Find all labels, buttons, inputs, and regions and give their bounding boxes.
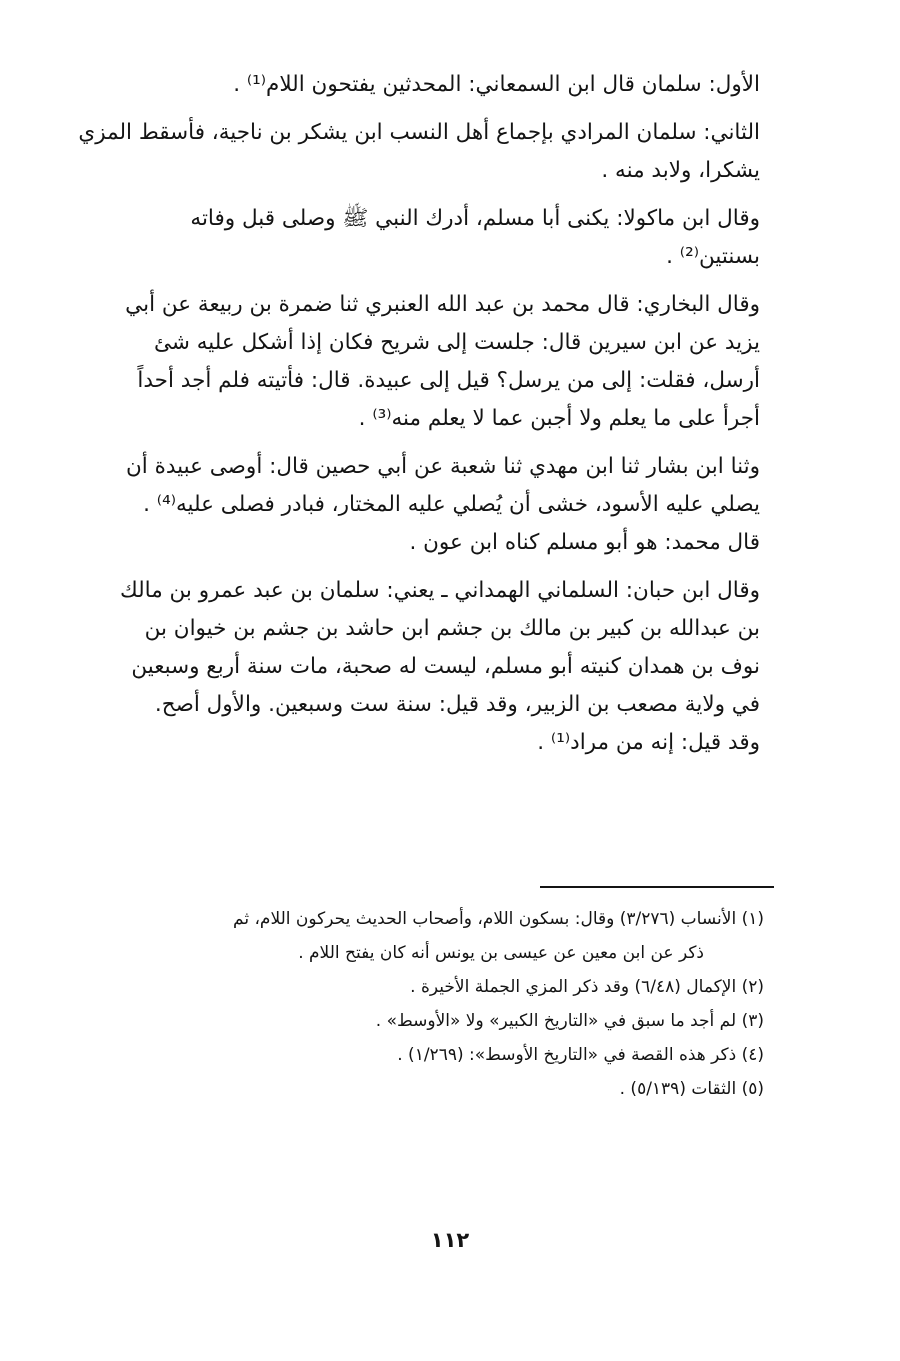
text-line: بن عبدالله بن كبير بن مالك بن جشم ابن حاشد بن جشم بن خيوان بن	[144, 616, 760, 641]
text-line: وقد قيل: إنه من مراد⁽¹⁾ .	[537, 730, 760, 755]
text-line: وقال ابن ماكولا: يكنى أبا مسلم، أدرك النبي ﷺ وصلى قبل وفاته	[190, 206, 760, 231]
footnote-1: (١) الأنساب (٣/٢٧٦) وقال: بسكون اللام، وأصحاب الحديث يحركون اللام، ثم	[233, 909, 764, 929]
footnote-5: (٥) الثقات (٥/١٣٩) .	[619, 1079, 764, 1099]
page-number: ١١٢	[430, 1228, 470, 1252]
footnotes	[66, 902, 764, 1106]
main-text	[66, 66, 760, 772]
paragraph-3	[66, 200, 760, 276]
text-line: يزيد عن ابن سيرين قال: جلست إلى شريح فكان إذا أشكل عليه شئ	[154, 330, 760, 355]
footnote-2: (٢) الإكمال (٦/٤٨) وقد ذكر المزي الجملة الأخيرة .	[410, 977, 764, 997]
text-line: أجرأ على ما يعلم ولا أجبن عما لا يعلم منه⁽³⁾ .	[358, 406, 760, 431]
paragraph-4	[66, 286, 760, 438]
paragraph-1	[66, 66, 760, 104]
text-line: نوف بن همدان كنيته أبو مسلم، ليست له صحبة، مات سنة أربع وسبعين	[131, 654, 760, 679]
paragraph-5	[66, 448, 760, 562]
text-line: يشكرا، ولابد منه .	[601, 158, 760, 183]
footnote-1-continuation: ذكر عن ابن معين عن عيسى بن يونس أنه كان يفتح اللام .	[298, 943, 704, 963]
footnote-3: (٣) لم أجد ما سبق في «التاريخ الكبير» ولا «الأوسط» .	[375, 1011, 764, 1031]
text-line: قال محمد: هو أبو مسلم كناه ابن عون .	[409, 530, 760, 555]
text-line: وثنا ابن بشار ثنا ابن مهدي ثنا شعبة عن أبي حصين قال: أوصى عبيدة أن	[125, 454, 760, 479]
paragraph-2	[66, 114, 760, 190]
footnote-4: (٤) ذكر هذه القصة في «التاريخ الأوسط»: (١/٢٦٩) .	[397, 1045, 764, 1065]
text-line: أرسل، فقلت: إلى من يرسل؟ قيل إلى عبيدة. قال: فأتيته فلم أجد أحداً	[137, 368, 760, 393]
text-line: وقال البخاري: قال محمد بن عبد الله العنبري ثنا ضمرة بن ربيعة عن أبي	[125, 292, 760, 317]
paragraph-6	[66, 572, 760, 762]
text-line: الأول: سلمان قال ابن السمعاني: المحدثين يفتحون اللام⁽¹⁾ .	[233, 72, 760, 97]
text-line: وقال ابن حبان: السلماني الهمداني ـ يعني: سلمان بن عبد عمرو بن مالك	[119, 578, 760, 603]
text-line: الثاني: سلمان المرادي بإجماع أهل النسب ابن يشكر بن ناجية، فأسقط المزي	[78, 120, 760, 145]
footnote-separator	[540, 886, 774, 888]
text-line: يصلي عليه الأسود، خشى أن يُصلي عليه المختار، فبادر فصلى عليه⁽⁴⁾ .	[143, 492, 760, 517]
text-line: بسنتين⁽²⁾ .	[666, 244, 760, 269]
text-line: في ولاية مصعب بن الزبير، وقد قيل: سنة ست وسبعين. والأول أصح.	[154, 692, 760, 717]
